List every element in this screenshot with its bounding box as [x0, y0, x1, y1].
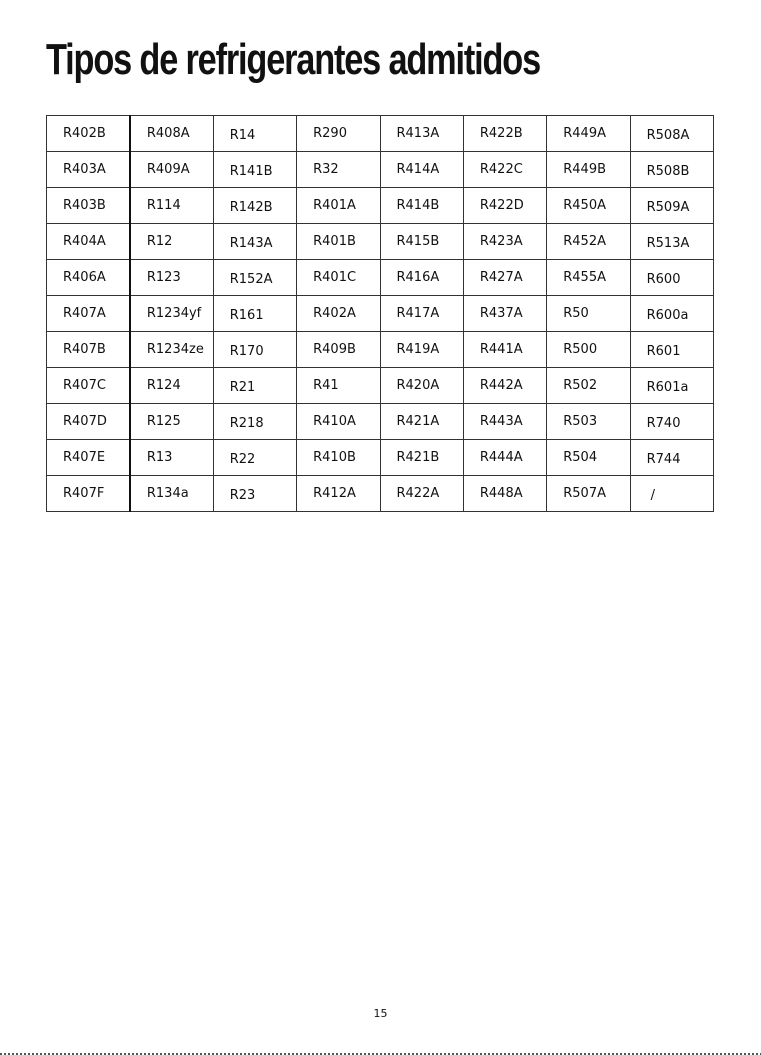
table-cell: R744: [630, 440, 713, 476]
table-cell: R12: [130, 224, 213, 260]
table-cell: R402A: [297, 296, 380, 332]
table-cell: R21: [213, 368, 296, 404]
table-cell: R414A: [380, 152, 463, 188]
table-cell: R415B: [380, 224, 463, 260]
table-cell: R14: [213, 116, 296, 152]
table-cell: R441A: [463, 332, 546, 368]
table-cell: R22: [213, 440, 296, 476]
table-cell: R413A: [380, 116, 463, 152]
table-cell: R407A: [47, 296, 130, 332]
table-cell: R421A: [380, 404, 463, 440]
table-cell: R600: [630, 260, 713, 296]
table-cell: R437A: [463, 296, 546, 332]
table-cell: R449B: [547, 152, 630, 188]
table-cell: R450A: [547, 188, 630, 224]
table-cell: R23: [213, 476, 296, 512]
table-cell: R123: [130, 260, 213, 296]
table-cell: R507A: [547, 476, 630, 512]
table-row: [47, 440, 714, 476]
table-cell: R404A: [47, 224, 130, 260]
table-cell: R41: [297, 368, 380, 404]
table-row: [47, 368, 714, 404]
table-row: [47, 260, 714, 296]
table-cell: R509A: [630, 188, 713, 224]
table-cell: R600a: [630, 296, 713, 332]
table-cell: R444A: [463, 440, 546, 476]
table-cell: R407C: [47, 368, 130, 404]
table-row: [47, 224, 714, 260]
table-cell: R1234ze: [130, 332, 213, 368]
table-cell: R141B: [213, 152, 296, 188]
table-cell: R407D: [47, 404, 130, 440]
table-cell: R455A: [547, 260, 630, 296]
table-cell: R508A: [630, 116, 713, 152]
table-row: [47, 188, 714, 224]
table-row: [47, 152, 714, 188]
table-cell: R513A: [630, 224, 713, 260]
table-cell: R449A: [547, 116, 630, 152]
table-cell: R500: [547, 332, 630, 368]
table-row: [47, 332, 714, 368]
table-cell: R409B: [297, 332, 380, 368]
table-cell: R143A: [213, 224, 296, 260]
table-cell: R740: [630, 404, 713, 440]
table-cell: R427A: [463, 260, 546, 296]
page-number: 15: [373, 1007, 388, 1020]
table-cell: R402B: [47, 116, 130, 152]
table-cell: R290: [297, 116, 380, 152]
table-cell: R410B: [297, 440, 380, 476]
table-cell: R401C: [297, 260, 380, 296]
page-title: Tipos de refrigerantes admitidos: [46, 35, 541, 84]
table-cell: R407E: [47, 440, 130, 476]
table-cell: R503: [547, 404, 630, 440]
table-cell: R422A: [380, 476, 463, 512]
refrigerant-table-body: [47, 116, 714, 512]
refrigerant-table: [46, 115, 714, 512]
table-cell: R32: [297, 152, 380, 188]
table-cell: R502: [547, 368, 630, 404]
table-cell: R452A: [547, 224, 630, 260]
table-row: [47, 404, 714, 440]
table-cell: R403A: [47, 152, 130, 188]
table-cell: R125: [130, 404, 213, 440]
table-cell: R420A: [380, 368, 463, 404]
table-cell: R417A: [380, 296, 463, 332]
table-cell: R124: [130, 368, 213, 404]
table-cell: R170: [213, 332, 296, 368]
table-cell: R1234yf: [130, 296, 213, 332]
table-cell: R142B: [213, 188, 296, 224]
table-cell: R401B: [297, 224, 380, 260]
table-cell: R504: [547, 440, 630, 476]
table-cell: R412A: [297, 476, 380, 512]
table-cell: R508B: [630, 152, 713, 188]
table-cell: R422B: [463, 116, 546, 152]
table-row: [47, 296, 714, 332]
table-cell: R114: [130, 188, 213, 224]
table-cell: R407F: [47, 476, 130, 512]
table-cell: R422D: [463, 188, 546, 224]
table-cell: R218: [213, 404, 296, 440]
table-cell: R422C: [463, 152, 546, 188]
table-cell: R448A: [463, 476, 546, 512]
table-cell: R401A: [297, 188, 380, 224]
table-cell: R443A: [463, 404, 546, 440]
table-cell: R416A: [380, 260, 463, 296]
table-cell: R421B: [380, 440, 463, 476]
table-cell: R50: [547, 296, 630, 332]
table-cell: R406A: [47, 260, 130, 296]
table-cell: R414B: [380, 188, 463, 224]
table-cell: R601: [630, 332, 713, 368]
table-cell: R403B: [47, 188, 130, 224]
table-cell: R601a: [630, 368, 713, 404]
table-cell: R407B: [47, 332, 130, 368]
table-cell: R423A: [463, 224, 546, 260]
table-cell: R161: [213, 296, 296, 332]
table-cell: R134a: [130, 476, 213, 512]
table-row: [47, 476, 714, 512]
table-cell: R152A: [213, 260, 296, 296]
table-cell: R408A: [130, 116, 213, 152]
table-row: [47, 116, 714, 152]
table-cell: R13: [130, 440, 213, 476]
table-cell: R410A: [297, 404, 380, 440]
table-cell: /: [630, 476, 713, 512]
table-cell: R419A: [380, 332, 463, 368]
table-cell: R409A: [130, 152, 213, 188]
table-cell: R442A: [463, 368, 546, 404]
